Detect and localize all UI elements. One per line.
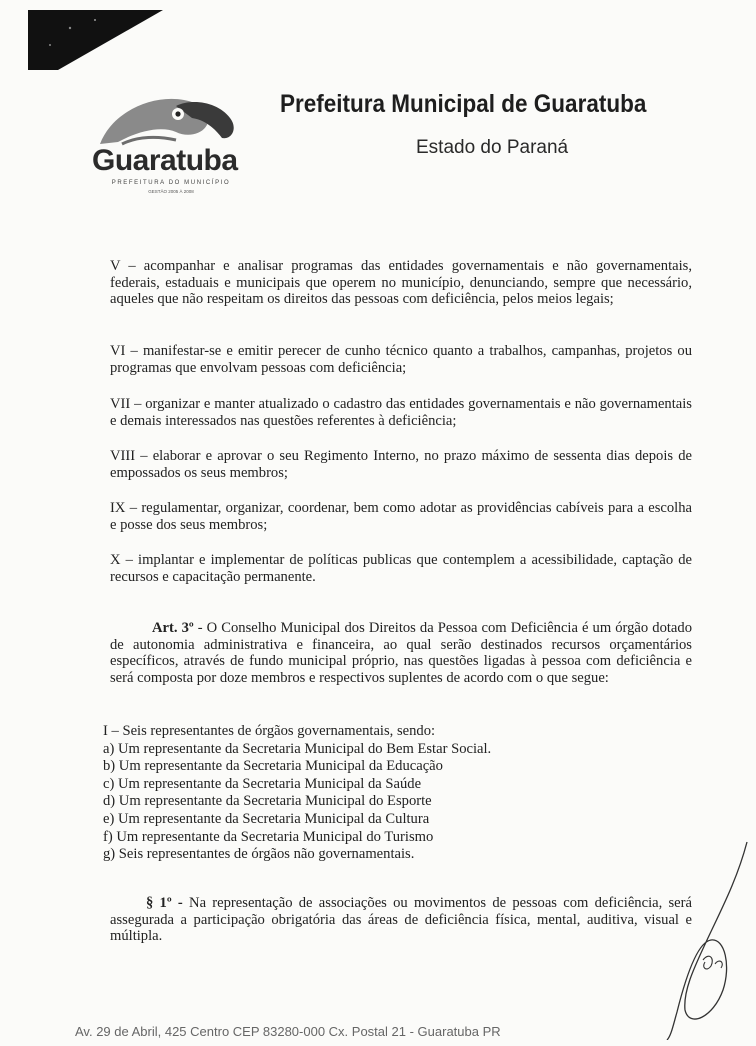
logo-subtitle: PREFEITURA DO MUNICÍPIO <box>111 180 231 186</box>
guaratuba-logo <box>92 92 252 210</box>
list-item: e) Um representante da Secretaria Municipal da Cultura <box>103 810 430 827</box>
list-item: f) Um representante da Secretaria Municipal do Turismo <box>103 828 434 845</box>
paragraph-1-label: § 1º - <box>146 895 183 911</box>
paragraph-item-ix: IX – regulamentar, organizar, coordenar, bem como adotar as providências cabíveis para a escolha e posse dos seus membros; <box>110 500 692 533</box>
logo-gestao: GESTÃO 2005 À 2008 <box>148 189 194 194</box>
scan-corner-shadow <box>0 0 170 70</box>
page-title: Prefeitura Municipal de Guaratuba <box>280 90 647 118</box>
paragraph-item-v: V – acompanhar e analisar programas das entidades governamentais e não governamentais, federais, estaduais e municipais que operem no município, denunciando, sempre que necessário, aqueles que não respeitam os direitos das pessoas com deficiência, pelos meios legais; <box>110 258 692 307</box>
bird-emblem-icon <box>92 92 242 152</box>
list-item: b) Um representante da Secretaria Municipal da Educação <box>103 758 443 775</box>
list-item: a) Um representante da Secretaria Municipal do Bem Estar Social. <box>103 740 492 757</box>
list-item: I – Seis representantes de órgãos governamentais, sendo: <box>103 723 436 739</box>
paragraph-1 <box>110 895 692 945</box>
paragraph-item-vi: VI – manifestar-se e emitir perecer de cunho técnico quanto a trabalhos, campanhas, projetos ou programas que envolvam pessoas com deficiência; <box>110 343 692 376</box>
list-item: c) Um representante da Secretaria Municipal da Saúde <box>103 775 422 792</box>
paragraph-1-text: Na representação de associações ou movimentos de pessoas com deficiência, será assegurada a participação obrigatória das áreas de deficiência física, mental, auditiva, visual e múltipla. <box>110 895 692 944</box>
article-3 <box>110 620 692 686</box>
paragraph-item-vii: VII – organizar e manter atualizado o cadastro das entidades governamentais e não governamentais e demais interessados nas questões referentes à deficiência; <box>110 396 692 429</box>
page-footer-address: Av. 29 de Abril, 425 Centro CEP 83280-000 Cx. Postal 21 - Guaratuba PR <box>75 1024 501 1039</box>
logo-wordmark: Guaratuba <box>92 144 238 177</box>
representatives-list <box>103 723 685 864</box>
paragraph-item-x: X – implantar e implementar de políticas publicas que contemplem a acessibilidade, captação de recursos e capacitação permanente. <box>110 552 692 585</box>
paragraph-item-viii: VIII – elaborar e aprovar o seu Regimento Interno, no prazo máximo de sessenta dias depois de empossados os seus membros; <box>110 448 692 481</box>
article-3-text: - O Conselho Municipal dos Direitos da Pessoa com Deficiência é um órgão dotado de autonomia administrativa e financeira, ao qual serão destinados recursos orçamentários específicos, através de fundo municipal próprio, nas questões ligadas à pessoa com deficiência e será composta por doze membros e respectivos suplentes de acordo com o que segue: <box>110 620 692 686</box>
list-item: d) Um representante da Secretaria Municipal do Esporte <box>103 793 432 810</box>
handwritten-signature <box>655 840 755 1040</box>
page-subtitle-state: Estado do Paraná <box>416 137 569 158</box>
list-item: g) Seis representantes de órgãos não governamentais. <box>103 846 415 863</box>
article-3-label: Art. 3º <box>152 620 194 636</box>
